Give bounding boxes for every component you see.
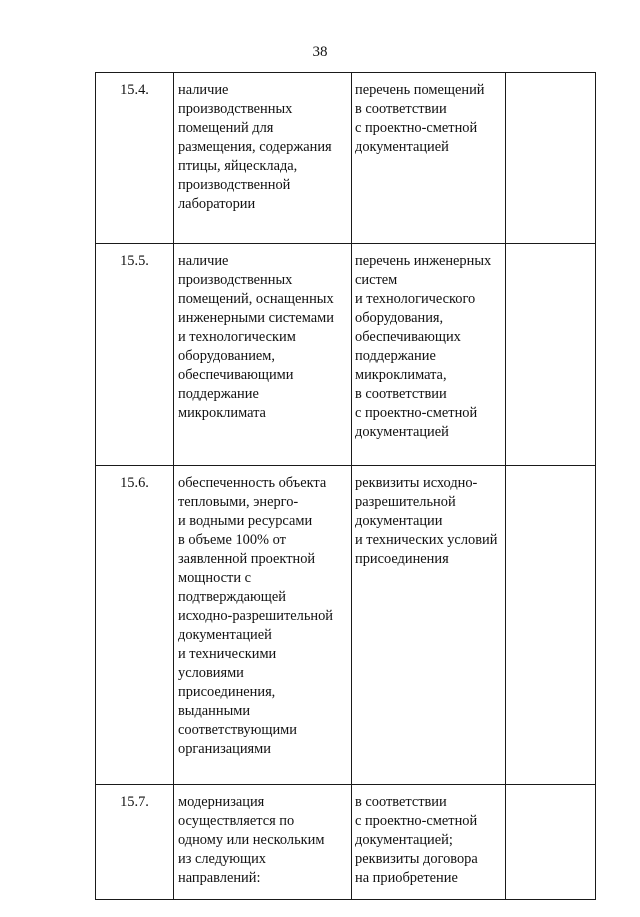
criterion-line: обеспечивающими [178, 367, 294, 383]
extra-cell [506, 244, 596, 466]
extra-cell [506, 785, 596, 900]
table-row [96, 73, 596, 244]
documents-line: документацией [355, 424, 449, 440]
documents-line: в соответствии [355, 101, 447, 117]
documents-line: и технических условий [355, 532, 498, 548]
criterion-line: одному или нескольким [178, 832, 325, 848]
documents-line: обеспечивающих [355, 329, 461, 345]
row-number: 15.5. [96, 244, 174, 466]
documents-line: с проектно-сметной [355, 813, 478, 829]
documents-cell [352, 466, 506, 785]
page-number: 38 [312, 44, 328, 60]
criterion-cell [174, 785, 352, 900]
criterion-line: лаборатории [178, 196, 256, 212]
criterion-line: производственной [178, 177, 291, 193]
table-row [96, 244, 596, 466]
criterion-line: подтверждающей [178, 589, 286, 605]
table-row [96, 785, 596, 900]
documents-line: документации [355, 513, 443, 529]
documents-line: в соответствии [355, 794, 447, 810]
extra-cell [506, 466, 596, 785]
criterion-line: и технологическим [178, 329, 296, 345]
criterion-line: исходно-разрешительной [178, 608, 333, 624]
criterion-line: из следующих [178, 851, 266, 867]
documents-line: документацией [355, 139, 449, 155]
documents-line: присоединения [355, 551, 449, 567]
criterion-line: организациями [178, 741, 271, 757]
criterion-line: заявленной проектной [178, 551, 316, 567]
documents-line: на приобретение [355, 870, 458, 886]
criterion-line: модернизация [178, 794, 265, 810]
documents-line: разрешительной [355, 494, 456, 510]
criterion-line: производственных [178, 101, 293, 117]
criterion-line: осуществляется по [178, 813, 295, 829]
row-number: 15.7. [96, 785, 174, 900]
criterion-line: условиями [178, 665, 244, 681]
criterion-cell [174, 244, 352, 466]
criteria-table [95, 72, 596, 900]
criterion-line: обеспеченность объекта [178, 475, 327, 491]
criterion-line: присоединения, [178, 684, 276, 700]
documents-line: перечень помещений [355, 82, 485, 98]
documents-line: реквизиты исходно- [355, 475, 478, 491]
extra-cell [506, 73, 596, 244]
criterion-line: и техническими [178, 646, 277, 662]
criterion-line: наличие [178, 253, 229, 269]
documents-line: документацией; [355, 832, 453, 848]
criterion-line: инженерными системами [178, 310, 334, 326]
criterion-line: микроклимата [178, 405, 266, 421]
documents-cell [352, 73, 506, 244]
criterion-line: направлений: [178, 870, 261, 886]
documents-line: реквизиты договора [355, 851, 478, 867]
documents-line: с проектно-сметной [355, 120, 478, 136]
documents-cell [352, 244, 506, 466]
criterion-line: мощности с [178, 570, 252, 586]
criterion-line: и водными ресурсами [178, 513, 313, 529]
row-number: 15.6. [96, 466, 174, 785]
criterion-line: поддержание [178, 386, 259, 402]
documents-line: микроклимата, [355, 367, 447, 383]
criterion-line: наличие [178, 82, 229, 98]
documents-line: поддержание [355, 348, 436, 364]
criterion-line: размещения, содержания [178, 139, 332, 155]
criterion-cell [174, 466, 352, 785]
criterion-line: производственных [178, 272, 293, 288]
documents-line: перечень инженерных [355, 253, 492, 269]
documents-line: в соответствии [355, 386, 447, 402]
documents-line: с проектно-сметной [355, 405, 478, 421]
row-number: 15.4. [96, 73, 174, 244]
criterion-line: в объеме 100% от [178, 532, 286, 548]
criterion-line: помещений для [178, 120, 274, 136]
criterion-line: документацией [178, 627, 272, 643]
criterion-line: выданными [178, 703, 251, 719]
criterion-line: оборудованием, [178, 348, 276, 364]
documents-line: систем [355, 272, 398, 288]
criterion-line: птицы, яйцесклада, [178, 158, 298, 174]
documents-cell [352, 785, 506, 900]
criterion-cell [174, 73, 352, 244]
documents-line: оборудования, [355, 310, 444, 326]
criterion-line: соответствующими [178, 722, 297, 738]
criterion-line: помещений, оснащенных [178, 291, 334, 307]
criterion-line: тепловыми, энерго- [178, 494, 299, 510]
documents-line: и технологического [355, 291, 476, 307]
table-row [96, 466, 596, 785]
